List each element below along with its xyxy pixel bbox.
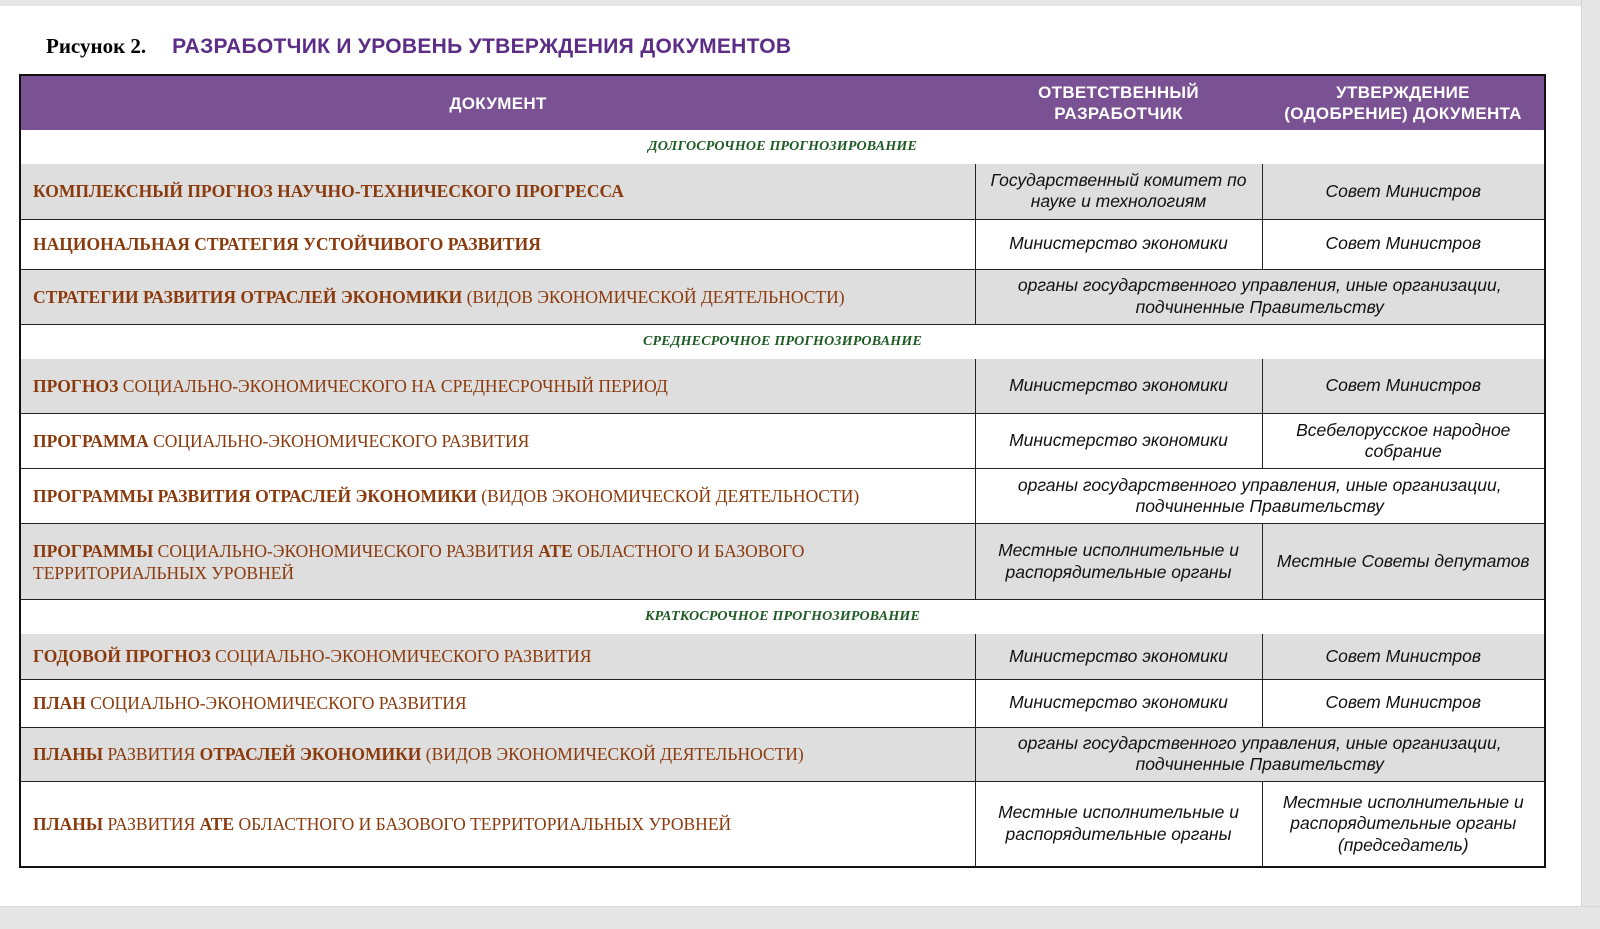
developer-cell: Министерство экономики (975, 219, 1262, 269)
figure-label: Рисунок 2. (46, 34, 147, 58)
table-row (20, 359, 1545, 414)
table-row (20, 524, 1545, 600)
table-row (20, 727, 1545, 781)
developer-cell: Министерство экономики (975, 634, 1262, 679)
table-row (20, 219, 1545, 269)
table-row (20, 164, 1545, 219)
approval-cell: Местные Советы депутатов (1262, 524, 1545, 600)
header-developer: ОТВЕТСТВЕННЫЙ РАЗРАБОТЧИК (975, 75, 1262, 130)
document-cell: КОМПЛЕКСНЫЙ ПРОГНОЗ НАУЧНО-ТЕХНИЧЕСКОГО ПРОГРЕССА (20, 164, 975, 219)
section-row-short-term (20, 600, 1545, 635)
table-row (20, 414, 1545, 469)
table-row (20, 469, 1545, 524)
document-cell: ПЛАН СОЦИАЛЬНО-ЭКОНОМИЧЕСКОГО РАЗВИТИЯ (20, 679, 975, 727)
table-row (20, 269, 1545, 324)
figure-title: РАЗРАБОТЧИК И УРОВЕНЬ УТВЕРЖДЕНИЯ ДОКУМЕНТОВ (172, 35, 792, 58)
developer-cell: Министерство экономики (975, 414, 1262, 469)
header-approval: УТВЕРЖДЕНИЕ (ОДОБРЕНИЕ) ДОКУМЕНТА (1262, 75, 1545, 130)
approval-cell: Совет Министров (1262, 219, 1545, 269)
table-row (20, 781, 1545, 867)
table-header (20, 75, 1545, 130)
table-row (20, 679, 1545, 727)
document-cell: СТРАТЕГИИ РАЗВИТИЯ ОТРАСЛЕЙ ЭКОНОМИКИ (ВИДОВ ЭКОНОМИЧЕСКОЙ ДЕЯТЕЛЬНОСТИ) (20, 269, 975, 324)
developer-approval-cell: органы государственного управления, иные организации, подчиненные Правительству (975, 469, 1545, 524)
vertical-scrollbar[interactable] (1581, 0, 1600, 929)
document-cell: ПЛАНЫ РАЗВИТИЯ АТЕ ОБЛАСТНОГО И БАЗОВОГО ТЕРРИТОРИАЛЬНЫХ УРОВНЕЙ (20, 781, 975, 867)
figure-caption (46, 34, 791, 58)
developer-cell: Министерство экономики (975, 679, 1262, 727)
document-cell: ПРОГРАММА СОЦИАЛЬНО-ЭКОНОМИЧЕСКОГО РАЗВИТИЯ (20, 414, 975, 469)
document-cell: ПЛАНЫ РАЗВИТИЯ ОТРАСЛЕЙ ЭКОНОМИКИ (ВИДОВ ЭКОНОМИЧЕСКОЙ ДЕЯТЕЛЬНОСТИ) (20, 727, 975, 781)
document-cell: ПРОГРАММЫ СОЦИАЛЬНО-ЭКОНОМИЧЕСКОГО РАЗВИТИЯ АТЕ ОБЛАСТНОГО И БАЗОВОГО ТЕРРИТОРИАЛЬНЫХ УРОВНЕЙ (20, 524, 975, 600)
approval-cell: Совет Министров (1262, 679, 1545, 727)
developer-cell: Министерство экономики (975, 359, 1262, 414)
document-cell: ГОДОВОЙ ПРОГНОЗ СОЦИАЛЬНО-ЭКОНОМИЧЕСКОГО РАЗВИТИЯ (20, 634, 975, 679)
section-title: ДОЛГОСРОЧНОЕ ПРОГНОЗИРОВАНИЕ (20, 130, 1545, 164)
section-title: КРАТКОСРОЧНОЕ ПРОГНОЗИРОВАНИЕ (20, 600, 1545, 635)
approval-cell: Всебелорусское народное собрание (1262, 414, 1545, 469)
approval-cell: Совет Министров (1262, 634, 1545, 679)
approval-cell: Совет Министров (1262, 164, 1545, 219)
section-title: СРЕДНЕСРОЧНОЕ ПРОГНОЗИРОВАНИЕ (20, 324, 1545, 359)
developer-cell: Местные исполнительные и распорядительные органы (975, 781, 1262, 867)
document-page (0, 6, 1582, 906)
document-cell: НАЦИОНАЛЬНАЯ СТРАТЕГИЯ УСТОЙЧИВОГО РАЗВИТИЯ (20, 219, 975, 269)
table-row (20, 634, 1545, 679)
developer-cell: Местные исполнительные и распорядительные органы (975, 524, 1262, 600)
developer-cell: Государственный комитет по науке и технологиям (975, 164, 1262, 219)
header-document: ДОКУМЕНТ (20, 75, 975, 130)
developer-approval-cell: органы государственного управления, иные организации, подчиненные Правительству (975, 727, 1545, 781)
horizontal-scrollbar[interactable] (0, 906, 1600, 929)
approval-cell: Местные исполнительные и распорядительные органы (председатель) (1262, 781, 1545, 867)
document-cell: ПРОГНОЗ СОЦИАЛЬНО-ЭКОНОМИЧЕСКОГО НА СРЕДНЕСРОЧНЫЙ ПЕРИОД (20, 359, 975, 414)
documents-table (19, 74, 1546, 868)
section-row-medium-term (20, 324, 1545, 359)
approval-cell: Совет Министров (1262, 359, 1545, 414)
developer-approval-cell: органы государственного управления, иные организации, подчиненные Правительству (975, 269, 1545, 324)
section-row-long-term (20, 130, 1545, 164)
document-cell: ПРОГРАММЫ РАЗВИТИЯ ОТРАСЛЕЙ ЭКОНОМИКИ (ВИДОВ ЭКОНОМИЧЕСКОЙ ДЕЯТЕЛЬНОСТИ) (20, 469, 975, 524)
